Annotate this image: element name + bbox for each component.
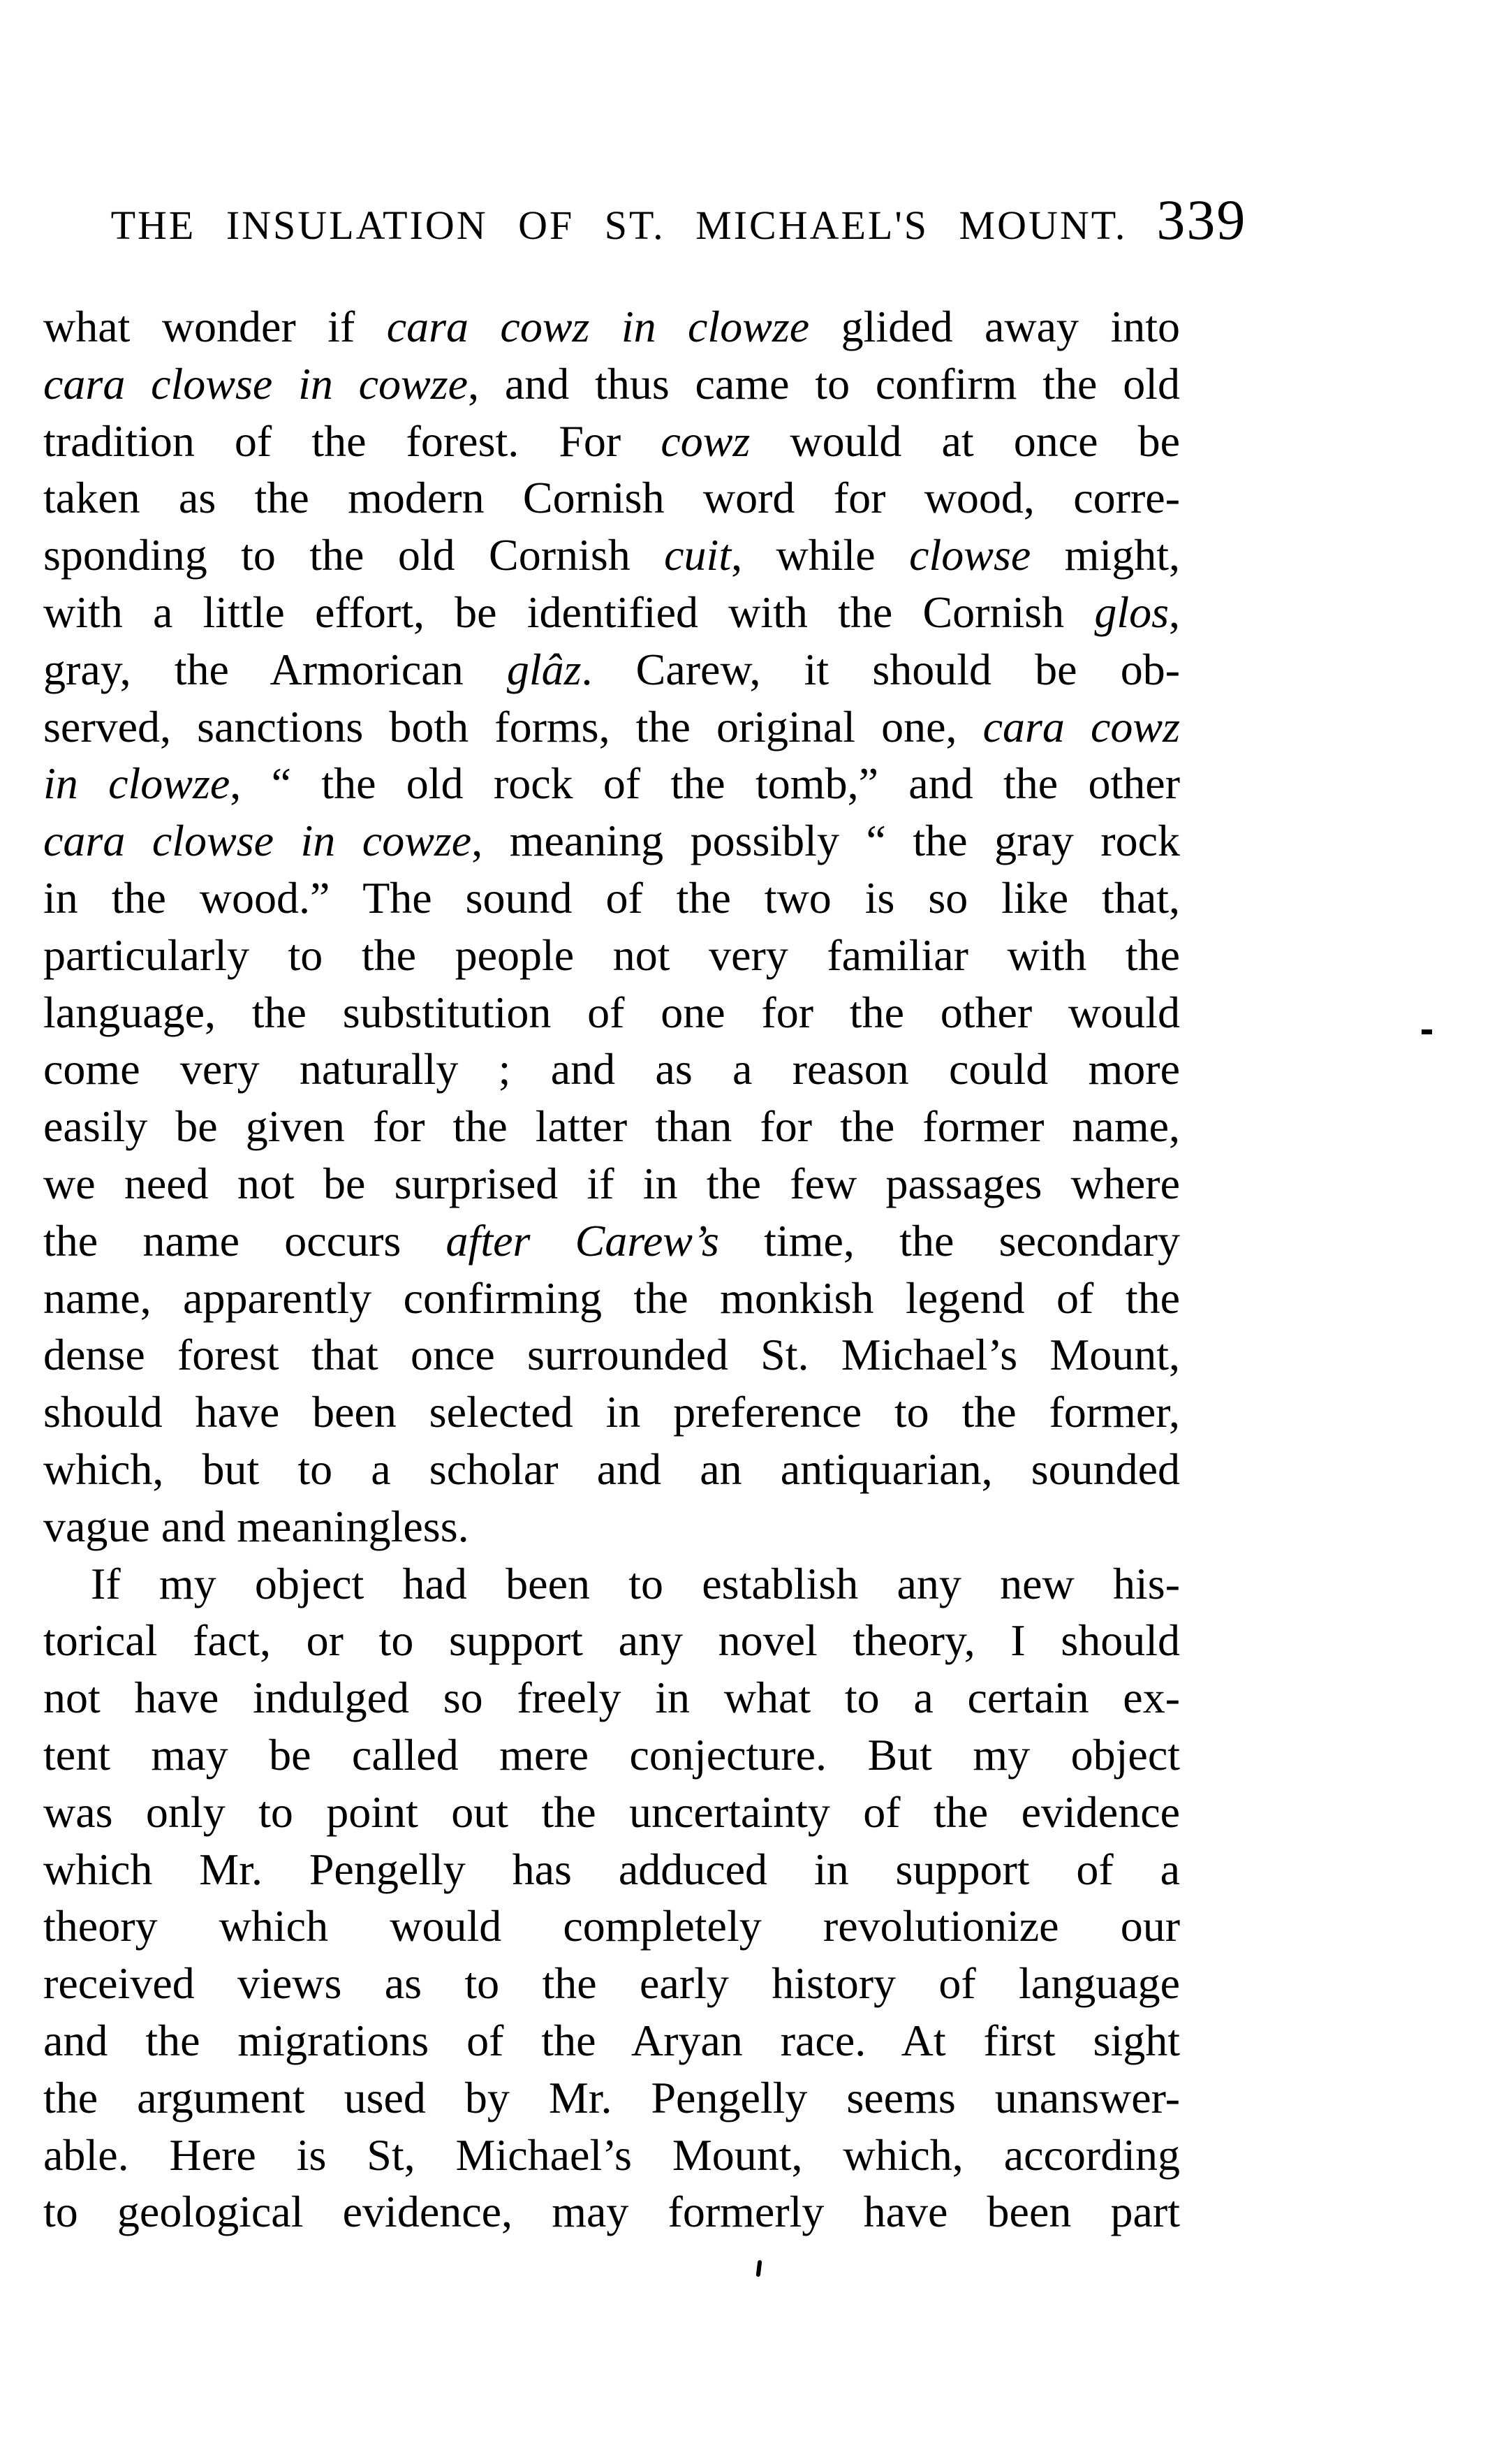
body-text <box>43 298 1180 2241</box>
text-segment: easily be given for the latter than for the former name, <box>43 1101 1180 1152</box>
text-line <box>43 755 1180 812</box>
text-segment: what wonder if <box>43 302 387 351</box>
text-segment: , while <box>731 530 910 580</box>
text-segment: should have been selected in preference to the former, <box>43 1387 1180 1437</box>
text-segment: and the migrations of the Aryan race. At first sight <box>43 2015 1180 2065</box>
italic-phrase: cara cowz in clowze <box>386 302 810 351</box>
text-line <box>43 1555 1180 1613</box>
text-segment: , “ the old rock of the tomb,” and the other <box>230 758 1181 809</box>
text-segment: with a little effort, be identified with the Cornish <box>43 587 1095 637</box>
text-segment: , <box>1169 587 1180 637</box>
text-line <box>43 1726 1180 1784</box>
text-segment: torical fact, or to support any novel theory, I should <box>43 1615 1180 1666</box>
text-line <box>43 355 1180 413</box>
page-header <box>0 187 1357 253</box>
text-line <box>43 2183 1180 2241</box>
text-line <box>43 527 1180 584</box>
text-line <box>43 413 1180 470</box>
text-line <box>43 870 1180 927</box>
text-segment: taken as the modern Cornish word for wood, corre- <box>43 473 1180 523</box>
text-line <box>43 1155 1180 1212</box>
italic-phrase: clowse <box>909 530 1031 580</box>
page-number: 339 <box>1156 188 1247 251</box>
text-segment: glided away into <box>809 302 1181 351</box>
text-segment: gray, the Armorican <box>43 644 507 694</box>
ink-speck <box>1422 1029 1432 1034</box>
italic-phrase: glos <box>1094 587 1169 637</box>
text-line <box>43 2012 1180 2069</box>
text-line <box>43 2127 1180 2184</box>
text-segment: the argument used by Mr. Pengelly seems unanswer- <box>43 2072 1180 2122</box>
text-segment: come very naturally ; and as a reason could more <box>43 1044 1180 1094</box>
ink-speck <box>756 2260 762 2278</box>
text-segment: . Carew, it should be ob- <box>581 644 1181 694</box>
text-line <box>43 812 1180 870</box>
text-segment: If my object had been to establish any new his- <box>91 1558 1180 1608</box>
text-segment: we need not be surprised if in the few passages where <box>43 1158 1180 1208</box>
text-segment: which Mr. Pengelly has adduced in support of a <box>43 1844 1180 1894</box>
text-segment: in the wood.” The sound of the two is so like that, <box>43 872 1180 923</box>
italic-phrase: cuit <box>664 530 732 580</box>
text-segment: time, the secondary <box>718 1215 1181 1266</box>
text-line <box>43 298 1180 355</box>
italic-phrase: cara cowz <box>982 701 1181 751</box>
italic-phrase: cara clowse in cowze <box>43 816 472 866</box>
text-segment: not have indulged so freely in what to a certain ex- <box>43 1673 1180 1723</box>
text-line <box>43 1784 1180 1841</box>
text-line <box>43 1841 1180 1898</box>
text-segment: to geological evidence, may formerly have been part <box>43 2187 1180 2237</box>
text-segment: the name occurs <box>43 1215 446 1266</box>
italic-phrase: cowz <box>661 416 751 466</box>
text-segment: which, but to a scholar and an antiquarian, sounded <box>43 1444 1180 1494</box>
text-segment: particularly to the people not very familiar with the <box>43 930 1180 980</box>
text-segment: able. Here is St, Michael’s Mount, which, according <box>43 2129 1180 2180</box>
text-line <box>43 1441 1180 1498</box>
text-line <box>43 698 1180 756</box>
text-line <box>43 1898 1180 1955</box>
text-line <box>43 469 1180 527</box>
text-segment: language, the substitution of one for the other would <box>43 987 1180 1037</box>
italic-phrase: glâz <box>506 644 582 694</box>
italic-phrase: cara clowse in cowze <box>43 358 469 409</box>
text-line <box>43 1326 1180 1384</box>
text-segment: , meaning possibly “ the gray rock <box>471 816 1181 866</box>
text-line <box>43 1384 1180 1441</box>
text-line <box>43 1212 1180 1270</box>
text-segment: name, apparently confirming the monkish legend of the <box>43 1273 1180 1323</box>
text-line <box>43 1270 1180 1327</box>
text-segment: tent may be called mere conjecture. But my object <box>43 1729 1180 1780</box>
text-segment: received views as to the early history of language <box>43 1958 1180 2009</box>
text-line <box>43 1669 1180 1726</box>
running-title: THE INSULATION OF ST. MICHAEL'S MOUNT. <box>110 203 1128 248</box>
text-line <box>43 1498 1180 1555</box>
text-line <box>43 584 1180 641</box>
text-segment: served, sanctions both forms, the original one, <box>43 701 983 751</box>
text-segment: was only to point out the uncertainty of the evidence <box>43 1787 1180 1837</box>
text-segment: tradition of the forest. For <box>43 416 661 466</box>
text-line <box>43 1041 1180 1098</box>
italic-phrase: after Carew’s <box>445 1215 719 1266</box>
text-segment: vague and meaningless. <box>43 1501 469 1551</box>
text-segment: theory which would completely revolutionize our <box>43 1901 1180 1951</box>
text-line <box>43 984 1180 1041</box>
text-line <box>43 2069 1180 2127</box>
text-segment: dense forest that once surrounded St. Michael’s Mount, <box>43 1330 1180 1380</box>
text-line <box>43 1612 1180 1669</box>
text-line <box>43 927 1180 984</box>
text-segment: would at once be <box>750 416 1181 466</box>
text-line <box>43 1098 1180 1155</box>
text-segment: sponding to the old Cornish <box>43 530 665 580</box>
text-segment: , and thus came to confirm the old <box>468 358 1181 409</box>
italic-phrase: in clowze <box>43 758 230 809</box>
text-segment: might, <box>1031 530 1181 580</box>
text-line <box>43 1955 1180 2012</box>
text-line <box>43 641 1180 698</box>
